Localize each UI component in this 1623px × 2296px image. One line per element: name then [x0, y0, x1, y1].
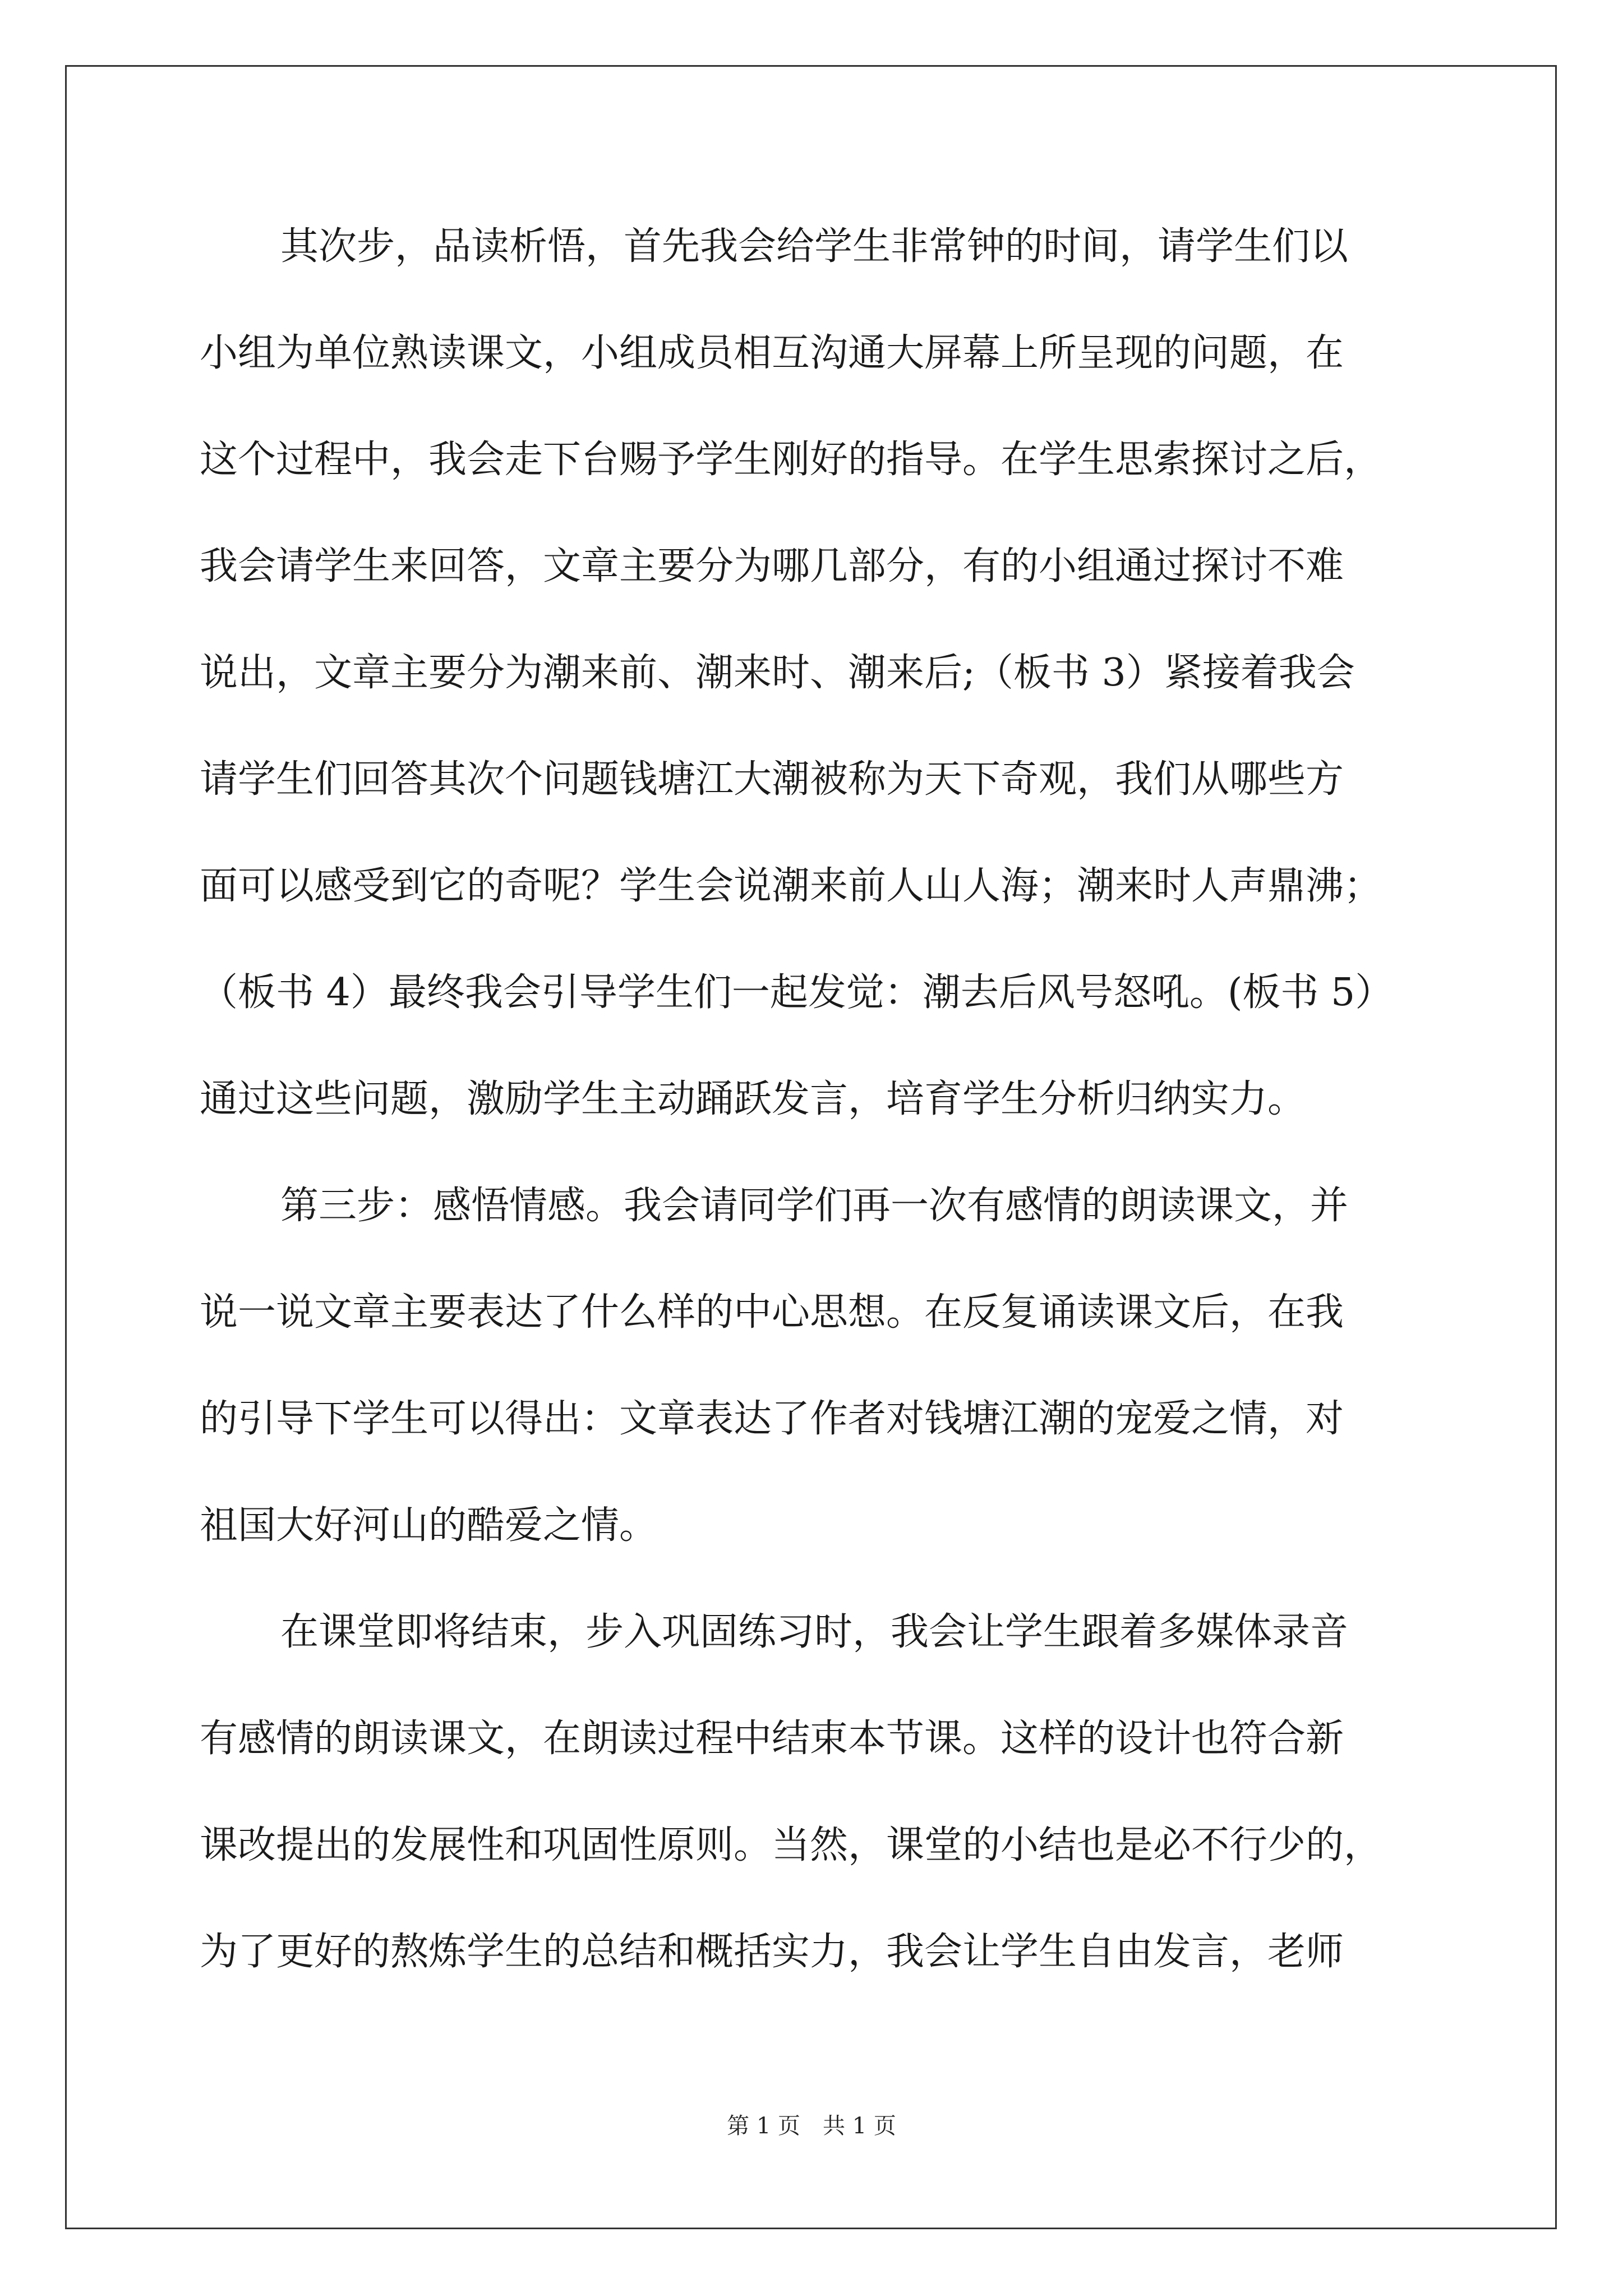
paragraph-line: 课改提出的发展性和巩固性原则。当然，课堂的小结也是必不行少的， — [200, 1823, 1382, 1867]
paragraph-line: （板书 4）最终我会引导学生们一起发觉：潮去后风号怒吼。(板书 5） — [200, 970, 1394, 1015]
paragraph-line: 这个过程中，我会走下台赐予学生刚好的指导。在学生思索探讨之后， — [200, 438, 1382, 482]
paragraph-line: 请学生们回答其次个问题钱塘江大潮被称为天下奇观，我们从哪些方 — [200, 757, 1344, 802]
paragraph-line: 说出，文章主要分为潮来前、潮来时、潮来后;（板书 3）紧接着我会 — [200, 651, 1355, 695]
paragraph-line: 小组为单位熟读课文，小组成员相互沟通大屏幕上所呈现的问题，在 — [200, 331, 1344, 375]
paragraph-line: 第三步：感悟情感。我会请同学们再一次有感情的朗读课文，并 — [280, 1184, 1349, 1228]
paragraph-line: 为了更好的熬炼学生的总结和概括实力，我会让学生自由发言，老师 — [200, 1930, 1344, 1974]
paragraph-line: 我会请学生来回答，文章主要分为哪几部分，有的小组通过探讨不难 — [200, 544, 1344, 588]
page-total: 共 1 页 — [823, 2113, 896, 2139]
paragraph-line: 其次步，品读析悟，首先我会给学生非常钟的时间，请学生们以 — [280, 224, 1349, 269]
paragraph-line: 有感情的朗读课文，在朗读过程中结束本节课。这样的设计也符合新 — [200, 1717, 1344, 1761]
page-border — [65, 65, 1557, 2229]
page-footer — [0, 2109, 1623, 2143]
paragraph-line: 在课堂即将结束，步入巩固练习时，我会让学生跟着多媒体录音 — [280, 1610, 1349, 1654]
page-number: 第 1 页 — [727, 2113, 800, 2139]
paragraph-line: 祖国大好河山的酷爱之情。 — [200, 1503, 658, 1548]
paragraph-line: 面可以感受到它的奇呢？学生会说潮来前人山人海；潮来时人声鼎沸； — [200, 864, 1382, 908]
paragraph-line: 通过这些问题，激励学生主动踊跃发言，培育学生分析归纳实力。 — [200, 1077, 1306, 1121]
paragraph-line: 的引导下学生可以得出：文章表达了作者对钱塘江潮的宠爱之情，对 — [200, 1397, 1344, 1441]
paragraph-line: 说一说文章主要表达了什么样的中心思想。在反复诵读课文后，在我 — [200, 1290, 1344, 1335]
